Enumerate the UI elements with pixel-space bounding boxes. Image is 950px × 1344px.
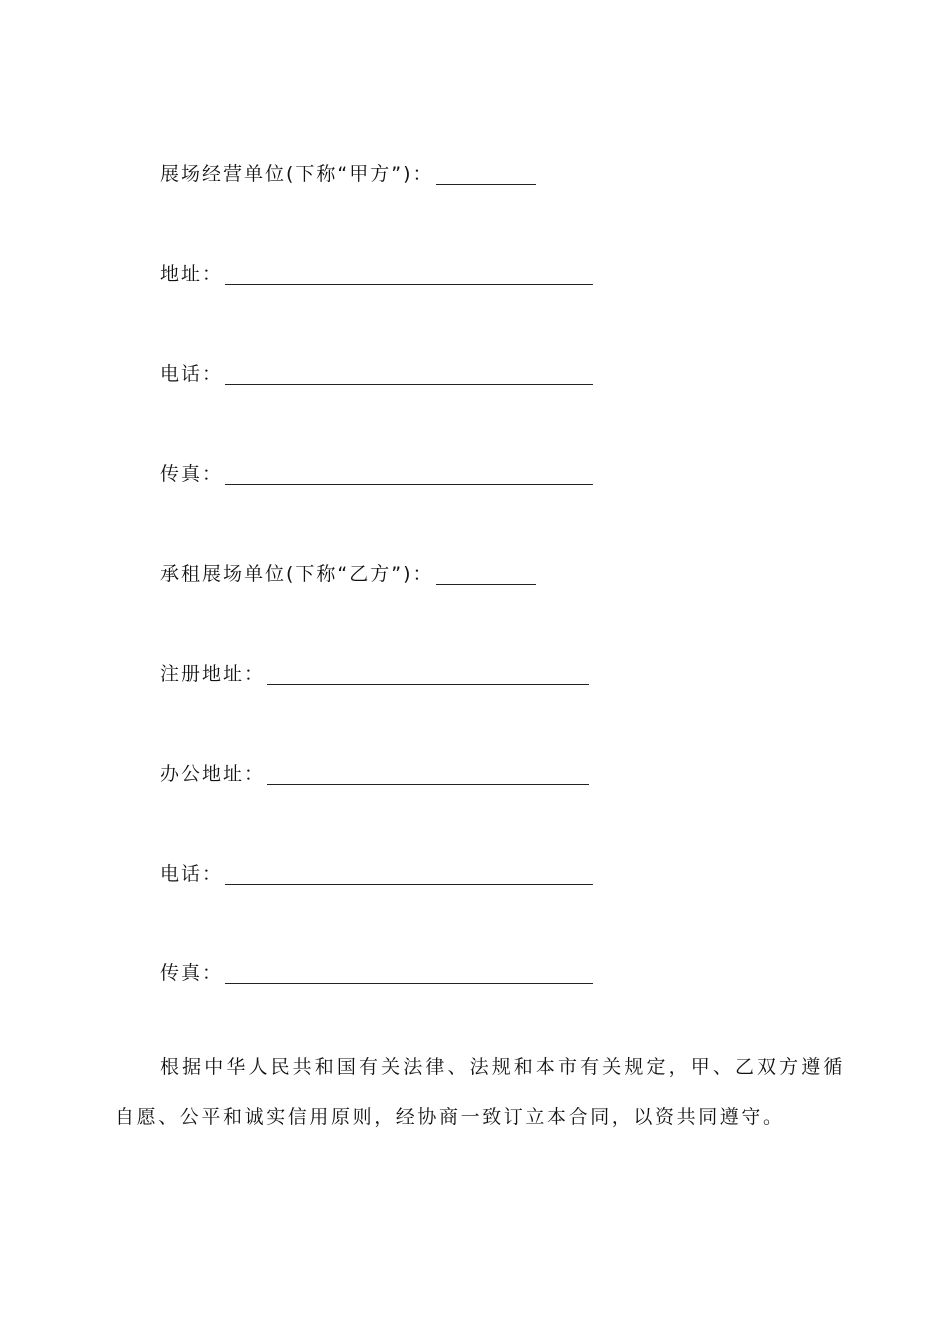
party-b-registered-address-label: 注册地址： [160,663,266,685]
party-a-fax-field [160,456,593,486]
party-b-unit-blank[interactable] [436,584,536,585]
party-a-address-label: 地址： [160,263,224,285]
preamble-paragraph: 根据中华人民共和国有关法律、法规和本市有关规定，甲、乙双方遵循自愿、公平和诚实信用原则，经协商一致订立本合同，以资共同遵守。 [115,1056,845,1128]
party-a-fax-label: 传真： [160,463,224,485]
party-b-office-address-field [160,756,589,786]
party-a-phone-label: 电话： [160,363,224,385]
party-b-registered-address-field [160,656,589,686]
party-a-fax-blank[interactable] [225,484,593,485]
party-b-office-address-label: 办公地址： [160,763,266,785]
party-a-address-blank[interactable] [225,284,593,285]
party-a-unit-blank[interactable] [436,184,536,185]
party-b-unit-label: 承租展场单位(下称“乙方”)： [160,563,434,585]
party-b-phone-label: 电话： [160,863,224,885]
party-b-fax-blank[interactable] [225,983,593,984]
party-b-office-address-blank[interactable] [267,784,589,785]
party-b-phone-field [160,856,593,886]
party-b-registered-address-blank[interactable] [267,684,589,685]
party-a-address-field [160,256,593,286]
party-a-phone-field [160,356,593,386]
party-a-unit-label: 展场经营单位(下称“甲方”)： [160,163,434,185]
party-b-fax-field [160,955,593,985]
party-b-fax-label: 传真： [160,962,224,984]
party-a-phone-blank[interactable] [225,384,593,385]
party-b-unit-field [160,556,536,586]
party-a-unit-field [160,156,536,186]
party-b-phone-blank[interactable] [225,884,593,885]
